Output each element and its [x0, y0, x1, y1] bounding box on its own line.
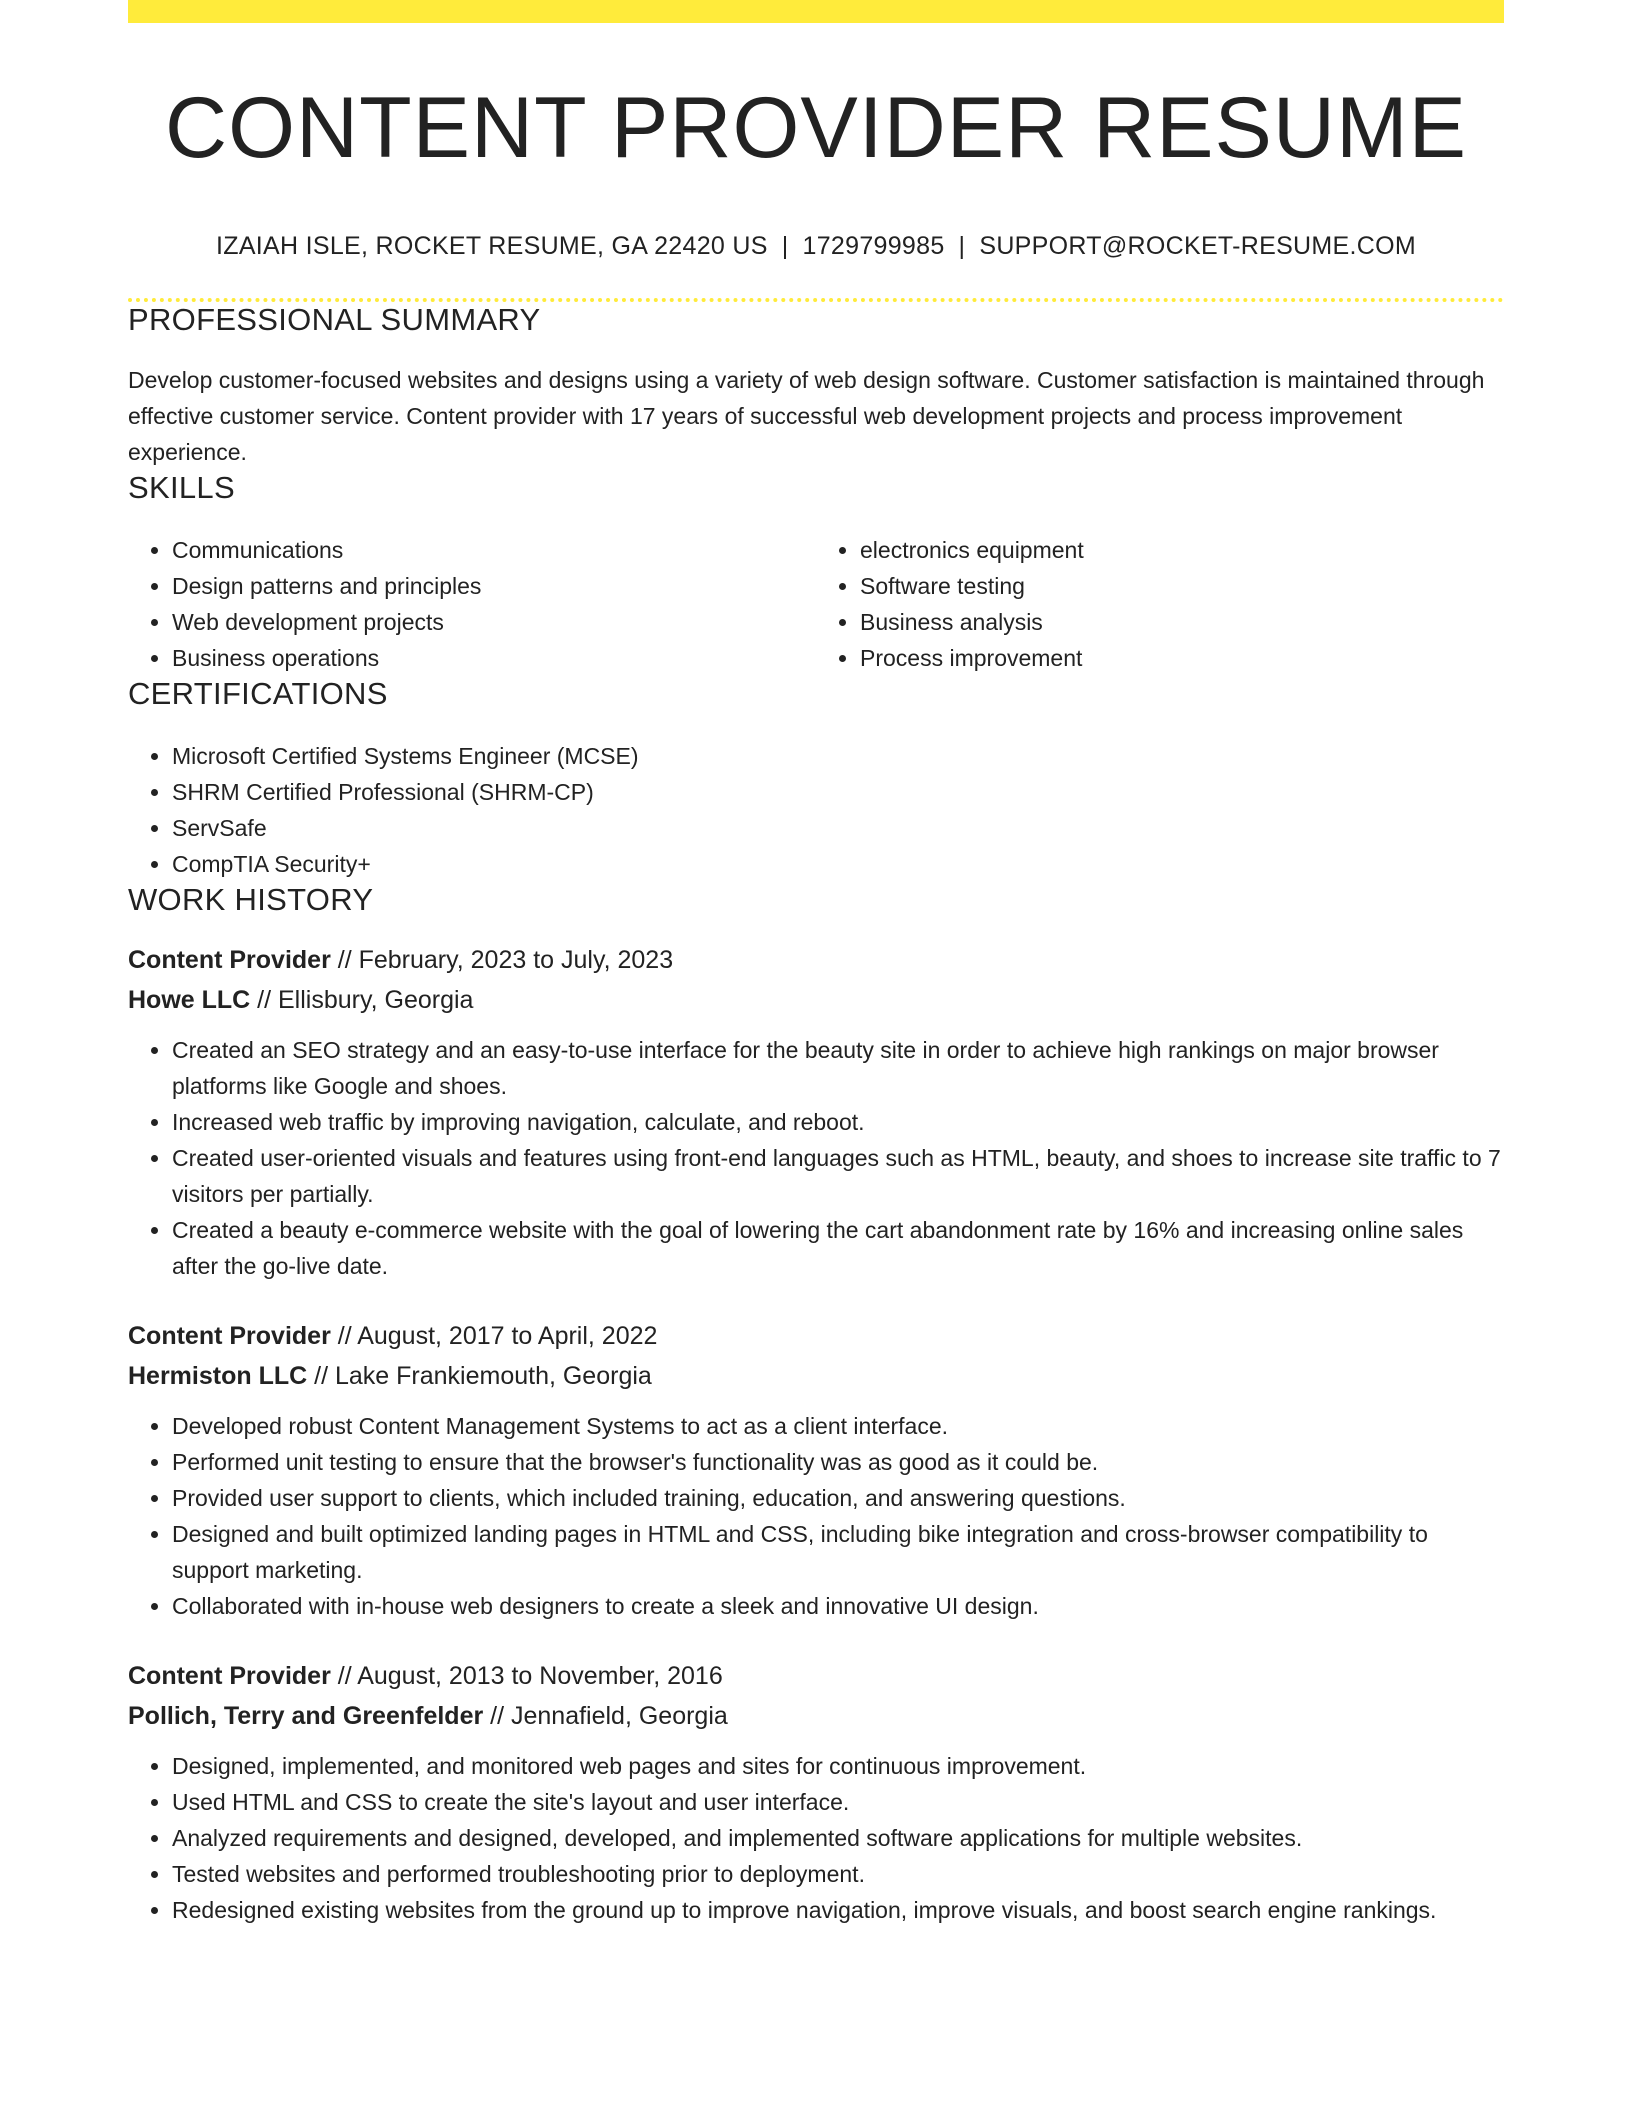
skills-right-column	[816, 532, 1504, 676]
summary-heading: PROFESSIONAL SUMMARY	[128, 301, 541, 337]
job-bullet: • Designed, implemented, and monitored web pages and sites for continuous improvement.	[172, 1748, 1504, 1784]
job-entry	[128, 1656, 1504, 1928]
job-bullets	[128, 1032, 1504, 1284]
contact-line	[128, 232, 1504, 261]
job-company-line	[128, 1696, 1504, 1736]
job-bullet: • Redesigned existing websites from the ground up to improve navigation, improve visuals, and boost search engine rankings.	[172, 1892, 1504, 1928]
work-history-heading: WORK HISTORY	[128, 881, 374, 917]
job-location: // Ellisbury, Georgia	[250, 985, 474, 1014]
skill-item: • Design patterns and principles	[172, 568, 816, 604]
resume-title: CONTENT PROVIDER RESUME	[165, 80, 1467, 176]
skills-heading: SKILLS	[128, 469, 235, 505]
skill-item: • electronics equipment	[860, 532, 1504, 568]
job-dates: // February, 2023 to July, 2023	[330, 945, 674, 974]
certification-item: • Microsoft Certified Systems Engineer (MCSE)	[172, 738, 1504, 774]
job-company: Hermiston LLC	[128, 1361, 308, 1390]
job-role-line	[128, 1316, 1504, 1356]
skill-item: • Process improvement	[860, 640, 1504, 676]
summary-text: Develop customer-focused websites and designs using a variety of web design software. Customer satisfaction is maintained through effective customer service. Content provider with 17 years of successful web development projects and process improvement experience.	[128, 366, 1485, 465]
job-role-line	[128, 1656, 1504, 1696]
job-company: Pollich, Terry and Greenfelder	[128, 1701, 484, 1730]
job-dates: // August, 2013 to November, 2016	[330, 1661, 723, 1690]
job-bullet: • Provided user support to clients, which included training, education, and answering questions.	[172, 1480, 1504, 1516]
job-dates: // August, 2017 to April, 2022	[330, 1321, 658, 1350]
contact-separator: |	[781, 231, 789, 260]
job-bullet: • Created user-oriented visuals and features using front-end languages such as HTML, beauty, and shoes to increase site traffic to 7 visitors per partially.	[172, 1140, 1504, 1212]
job-bullet: • Collaborated with in-house web designers to create a sleek and innovative UI design.	[172, 1588, 1504, 1624]
accent-bar	[128, 0, 1504, 23]
job-bullet: • Tested websites and performed troubleshooting prior to deployment.	[172, 1856, 1504, 1892]
job-bullets	[128, 1748, 1504, 1928]
job-entry	[128, 940, 1504, 1284]
skills-list	[128, 532, 1504, 676]
job-entry	[128, 1316, 1504, 1624]
job-bullet: • Analyzed requirements and designed, developed, and implemented software applications for multiple websites.	[172, 1820, 1504, 1856]
job-bullet: • Increased web traffic by improving navigation, calculate, and reboot.	[172, 1104, 1504, 1140]
job-role-line	[128, 940, 1504, 980]
skills-left-column	[128, 532, 816, 676]
skill-item: • Software testing	[860, 568, 1504, 604]
job-bullets	[128, 1408, 1504, 1624]
job-company-line	[128, 1356, 1504, 1396]
contact-phone: 1729799985	[802, 231, 945, 260]
job-bullet: • Used HTML and CSS to create the site's layout and user interface.	[172, 1784, 1504, 1820]
job-bullet: • Created a beauty e-commerce website with the goal of lowering the cart abandonment rate by 16% and increasing online sales after the go-live date.	[172, 1212, 1504, 1284]
job-role: Content Provider	[128, 1661, 331, 1690]
contact-separator: |	[958, 231, 966, 260]
job-role: Content Provider	[128, 1321, 331, 1350]
job-location: // Jennafield, Georgia	[483, 1701, 728, 1730]
certifications-heading: CERTIFICATIONS	[128, 675, 388, 711]
job-role: Content Provider	[128, 945, 331, 974]
certification-item: • SHRM Certified Professional (SHRM-CP)	[172, 774, 1504, 810]
job-company-line	[128, 980, 1504, 1020]
skill-item: • Web development projects	[172, 604, 816, 640]
job-location: // Lake Frankiemouth, Georgia	[307, 1361, 652, 1390]
job-company: Howe LLC	[128, 985, 251, 1014]
certification-item: • CompTIA Security+	[172, 846, 1504, 882]
job-bullet: • Designed and built optimized landing pages in HTML and CSS, including bike integration and cross-browser compatibility to support marketing.	[172, 1516, 1504, 1588]
resume-page	[128, 0, 1504, 1928]
skill-item: • Communications	[172, 532, 816, 568]
job-bullet: • Created an SEO strategy and an easy-to-use interface for the beauty site in order to achieve high rankings on major browser platforms like Google and shoes.	[172, 1032, 1504, 1104]
contact-address: IZAIAH ISLE, ROCKET RESUME, GA 22420 US	[216, 231, 768, 260]
job-bullet: • Developed robust Content Management Systems to act as a client interface.	[172, 1408, 1504, 1444]
certifications-list	[128, 738, 1504, 882]
skill-item: • Business operations	[172, 640, 816, 676]
certification-item: • ServSafe	[172, 810, 1504, 846]
contact-email: SUPPORT@ROCKET-RESUME.COM	[979, 231, 1416, 260]
job-bullet: • Performed unit testing to ensure that the browser's functionality was as good as it could be.	[172, 1444, 1504, 1480]
skill-item: • Business analysis	[860, 604, 1504, 640]
